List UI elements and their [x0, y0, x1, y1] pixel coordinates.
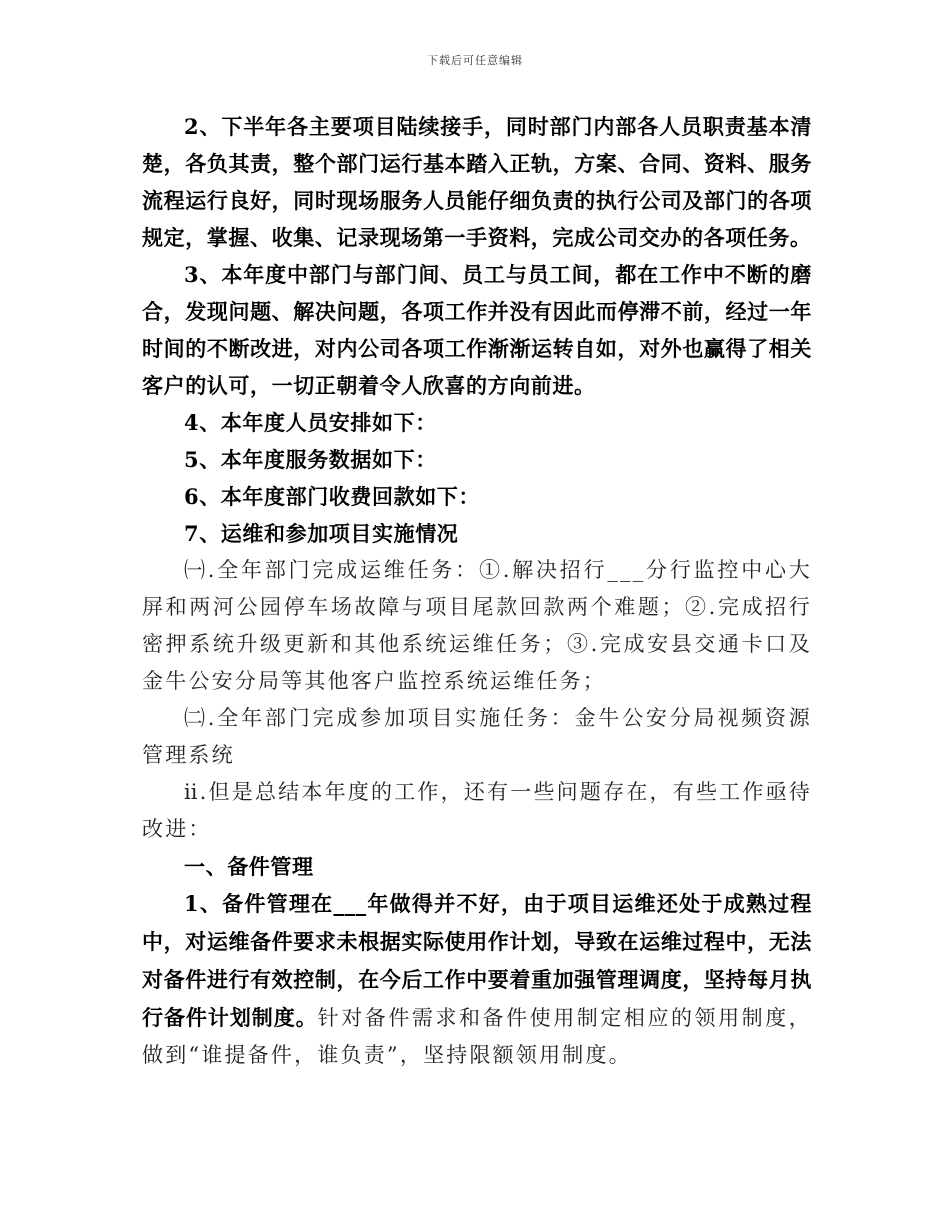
paragraph-12	[142, 885, 812, 1074]
paragraph-5: 5、本年度服务数据如下：	[184, 447, 437, 472]
paragraph-12-normal: 针对备件需求和备件使用制定相应的领用制度，做到“谁提备件，谁负责”，坚持限额领用制度。	[142, 1006, 812, 1067]
paragraph-2: 2、下半年各主要项目陆续接手，同时部门内部各人员职责基本清楚，各负其责，整个部门运行基本踏入正轨，方案、合同、资料、服务流程运行良好，同时现场服务人员能仔细负责的执行公司及部门的各项规定，掌握、收集、记录现场第一手资料，完成公司交办的各项任务。	[142, 114, 812, 250]
section-heading-spare-parts: 一、备件管理	[184, 854, 314, 879]
paragraph-8: ㈠.全年部门完成运维任务：①.解决招行___分行监控中心大屏和两河公园停车场故障与项目尾款回款两个难题；②.完成招行密押系统升级更新和其他系统运维任务；③.完成安县交通卡口及金牛公安分局等其他客户监控系统运维任务；	[142, 558, 812, 693]
paragraph-12-bold: 1、备件管理在___年做得并不好，由于项目运维还处于成熟过程中，对运维备件要求未根据实际使用作计划，导致在运维过程中，无法对备件进行有效控制，在今后工作中要着重加强管理调度，坚持每月执行备件计划制度。	[142, 891, 812, 1030]
paragraph-10: ⅱ.但是总结本年度的工作，还有一些问题存在，有些工作亟待改进：	[142, 780, 812, 841]
paragraph-6: 6、本年度部门收费回款如下：	[184, 484, 481, 509]
paragraph-3: 3、本年度中部门与部门间、员工与员工间，都在工作中不断的磨合，发现问题、解决问题，各项工作并没有因此而停滞不前，经过一年时间的不断改进，对内公司各项工作渐渐运转自如，对外也赢得了相关客户的认可，一切正朝着令人欣喜的方向前进。	[142, 262, 812, 398]
page-header: 下载后可任意编辑	[427, 54, 523, 67]
paragraph-7: 7、运维和参加项目实施情况	[184, 521, 459, 546]
document-body	[142, 108, 812, 1074]
paragraph-9: ㈡.全年部门完成参加项目实施任务：金牛公安分局视频资源管理系统	[142, 706, 812, 767]
paragraph-4: 4、本年度人员安排如下：	[184, 410, 437, 435]
